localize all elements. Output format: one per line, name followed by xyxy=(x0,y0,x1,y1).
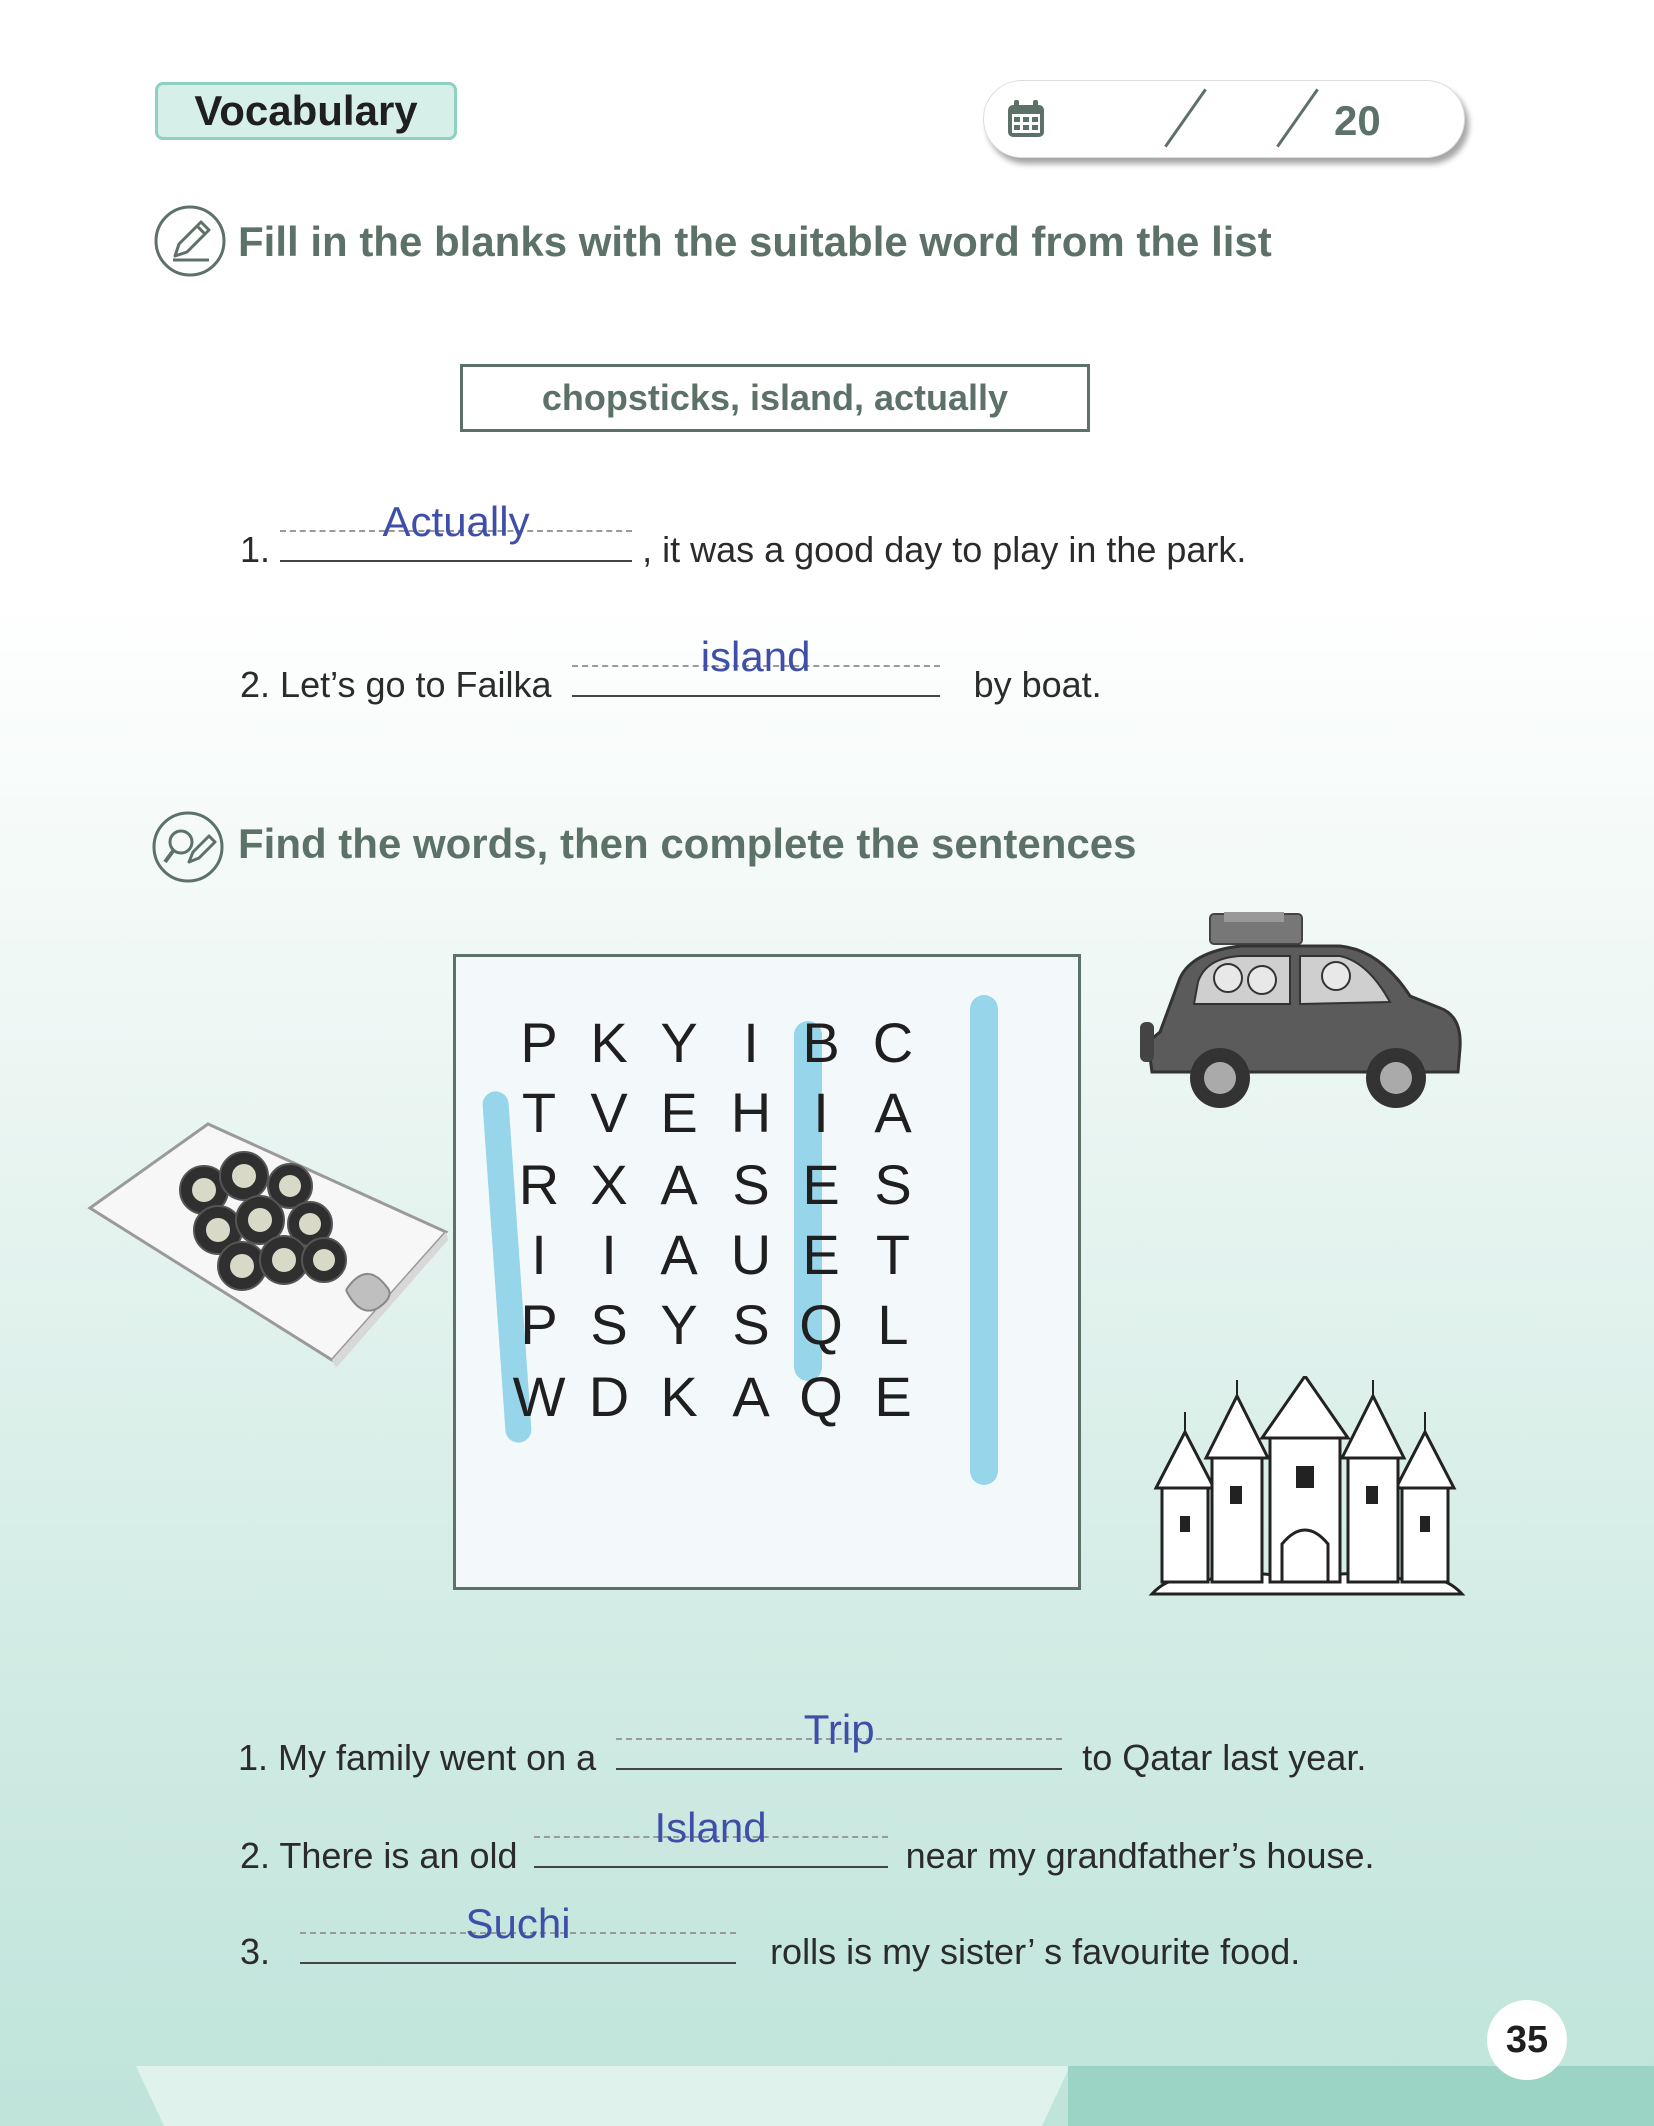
grid-letter[interactable]: S xyxy=(732,1292,770,1356)
grid-letter[interactable]: S xyxy=(874,1152,912,1216)
page-number: 35 xyxy=(1487,2000,1567,2080)
date-slash xyxy=(1164,88,1207,147)
sentence-number: 1. xyxy=(238,1737,269,1778)
grid-letter[interactable]: L xyxy=(877,1292,909,1356)
grid-letter[interactable]: I xyxy=(813,1080,829,1144)
grid-letter[interactable]: D xyxy=(588,1364,630,1428)
section-label: Vocabulary xyxy=(155,82,457,140)
grid-letter[interactable]: Q xyxy=(799,1292,843,1356)
grid-letter[interactable]: B xyxy=(802,1010,840,1074)
grid-letter[interactable]: E xyxy=(660,1080,698,1144)
sentence-text-after: rolls is my sister’ s favourite food. xyxy=(770,1931,1301,1972)
grid-letter[interactable]: R xyxy=(518,1152,560,1216)
grid-letter[interactable]: P xyxy=(520,1292,558,1356)
grid-letter[interactable]: E xyxy=(874,1364,912,1428)
sentence-2-2 xyxy=(240,1804,1375,1877)
family-car-image xyxy=(1140,912,1464,1114)
castle-image xyxy=(1142,1376,1468,1602)
score-total: 20 xyxy=(1334,97,1381,144)
sentence-text-after: by boat. xyxy=(973,664,1102,705)
grid-letter[interactable]: A xyxy=(732,1364,770,1428)
pencil-icon xyxy=(153,204,227,278)
grid-letter[interactable]: Y xyxy=(660,1010,698,1074)
handwritten-answer: Island xyxy=(654,1804,767,1851)
grid-letter[interactable]: S xyxy=(732,1152,770,1216)
grid-letter[interactable]: I xyxy=(531,1222,547,1286)
instruction-heading-2: Find the words, then complete the sentences xyxy=(238,820,1137,867)
sentence-number: 2. xyxy=(240,1835,271,1876)
sushi-plate-image xyxy=(84,1120,450,1370)
date-slash xyxy=(1276,88,1319,147)
grid-letter[interactable]: K xyxy=(590,1010,628,1074)
grid-letter[interactable]: A xyxy=(874,1080,912,1144)
sentence-number: 3. xyxy=(240,1931,271,1972)
sentence-text-after: , it was a good day to play in the park. xyxy=(642,529,1247,570)
found-word-highlight xyxy=(970,995,998,1485)
calendar-icon xyxy=(1004,97,1048,141)
sentence-1-2 xyxy=(240,633,1102,706)
word-search-grid xyxy=(453,954,1081,1590)
sentence-1-1 xyxy=(240,498,1247,571)
grid-letter[interactable]: C xyxy=(872,1010,914,1074)
grid-letter[interactable]: Q xyxy=(799,1364,843,1428)
word-list-box: chopsticks, island, actually xyxy=(460,364,1090,432)
handwritten-answer: Trip xyxy=(803,1706,875,1753)
answer-blank[interactable] xyxy=(300,1900,736,1964)
magnifier-pencil-icon xyxy=(151,810,225,884)
sentence-text-after: near my grandfather’s house. xyxy=(905,1835,1375,1876)
answer-blank[interactable] xyxy=(534,1804,888,1868)
grid-letter[interactable]: S xyxy=(590,1292,628,1356)
instruction-heading-1: Fill in the blanks with the suitable word from the list xyxy=(238,218,1272,265)
answer-blank[interactable] xyxy=(280,498,632,562)
sentence-number: 1. xyxy=(240,529,271,570)
sentence-number: 2. xyxy=(240,664,271,705)
grid-letter[interactable]: V xyxy=(590,1080,628,1144)
handwritten-answer: Suchi xyxy=(465,1900,571,1947)
sentence-text-after: to Qatar last year. xyxy=(1082,1737,1367,1778)
grid-letter[interactable]: H xyxy=(730,1080,772,1144)
footer-band-dark xyxy=(1068,2066,1654,2126)
grid-letter[interactable]: I xyxy=(743,1010,759,1074)
sentence-2-1 xyxy=(238,1706,1367,1779)
answer-blank[interactable] xyxy=(616,1706,1062,1770)
grid-letter[interactable]: W xyxy=(512,1364,566,1428)
grid-letter[interactable]: U xyxy=(730,1222,772,1286)
grid-letter[interactable]: X xyxy=(590,1152,628,1216)
grid-letter[interactable]: A xyxy=(660,1152,698,1216)
sentence-text-before: There is an old xyxy=(279,1835,518,1876)
grid-letter[interactable]: Y xyxy=(660,1292,698,1356)
grid-letter[interactable]: T xyxy=(521,1080,557,1144)
date-score-box xyxy=(983,80,1465,158)
handwritten-answer: island xyxy=(700,633,811,680)
grid-letter[interactable]: K xyxy=(660,1364,698,1428)
answer-blank[interactable] xyxy=(572,633,940,697)
grid-letter[interactable]: T xyxy=(875,1222,911,1286)
grid-letter[interactable]: I xyxy=(601,1222,617,1286)
grid-letter[interactable]: P xyxy=(520,1010,558,1074)
grid-letter[interactable]: E xyxy=(802,1222,840,1286)
footer-band-light xyxy=(136,2066,1070,2126)
sentence-text-before: My family went on a xyxy=(278,1737,597,1778)
handwritten-answer: Actually xyxy=(382,498,530,545)
grid-letter[interactable]: E xyxy=(802,1152,840,1216)
sentence-2-3 xyxy=(240,1900,1301,1973)
grid-letter[interactable]: A xyxy=(660,1222,698,1286)
sentence-text-before: Let’s go to Failka xyxy=(280,664,552,705)
